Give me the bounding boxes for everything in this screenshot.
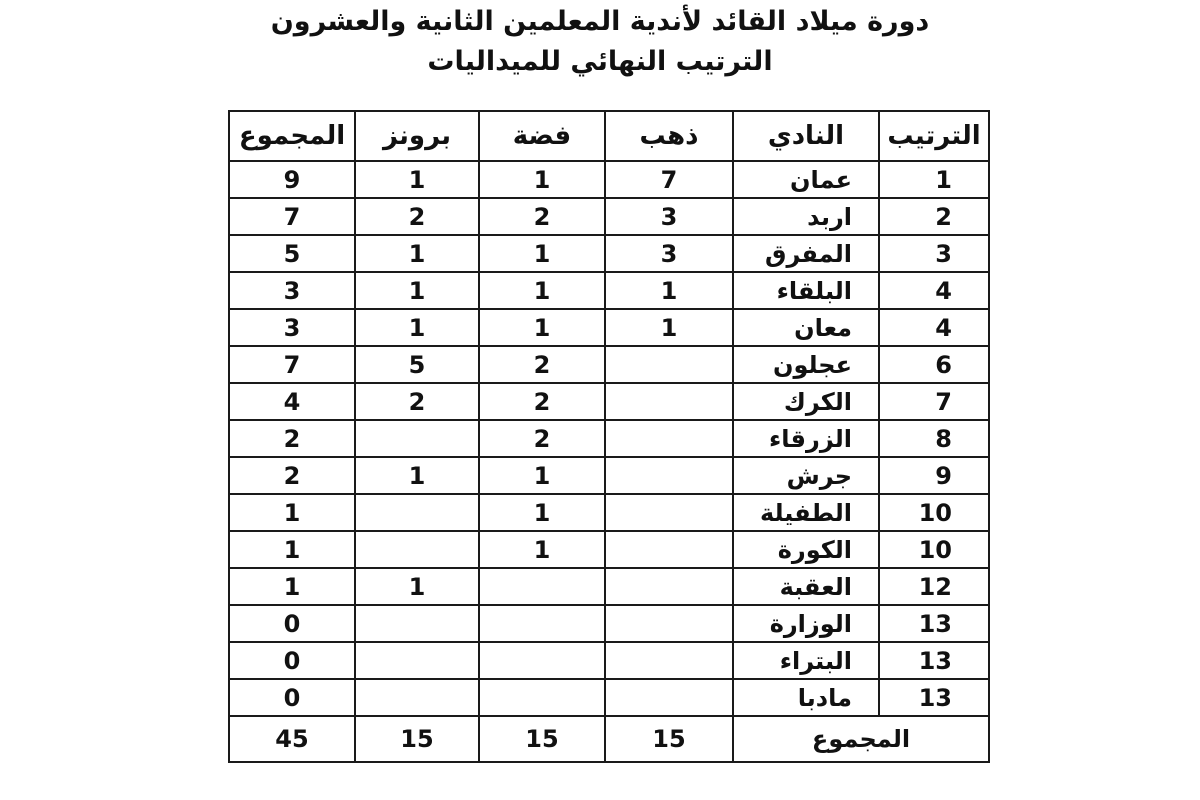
document-title: دورة ميلاد القائد لأندية المعلمين الثانية والعشرون (270, 6, 930, 37)
cell-gold: 1 (605, 272, 733, 309)
table-row (229, 679, 989, 716)
header-rank: الترتيب (879, 111, 989, 161)
cell-gold: 7 (605, 161, 733, 198)
cell-gold (605, 346, 733, 383)
cell-total: 2 (229, 457, 355, 494)
cell-total: 7 (229, 346, 355, 383)
table-row (229, 309, 989, 346)
cell-club: مادبا (733, 679, 879, 716)
cell-total: 1 (229, 531, 355, 568)
cell-total: 0 (229, 679, 355, 716)
cell-bronze: 1 (355, 235, 479, 272)
cell-bronze: 2 (355, 383, 479, 420)
header-bronze: برونز (355, 111, 479, 161)
cell-silver (479, 605, 605, 642)
cell-club: الطفيلة (733, 494, 879, 531)
header-silver: فضة (479, 111, 605, 161)
cell-rank: 1 (879, 161, 989, 198)
cell-silver: 1 (479, 272, 605, 309)
table-row (229, 457, 989, 494)
cell-club: عمان (733, 161, 879, 198)
totals-silver: 15 (479, 716, 605, 762)
cell-club: الكرك (733, 383, 879, 420)
table-row (229, 568, 989, 605)
cell-gold (605, 383, 733, 420)
cell-rank: 13 (879, 642, 989, 679)
cell-gold (605, 457, 733, 494)
medal-standings-table (228, 110, 990, 763)
cell-total: 2 (229, 420, 355, 457)
cell-silver: 1 (479, 531, 605, 568)
cell-bronze: 1 (355, 272, 479, 309)
cell-silver: 2 (479, 198, 605, 235)
cell-club: الكورة (733, 531, 879, 568)
table-row (229, 642, 989, 679)
cell-rank: 12 (879, 568, 989, 605)
cell-silver: 1 (479, 309, 605, 346)
cell-rank: 10 (879, 494, 989, 531)
table-row (229, 605, 989, 642)
cell-gold (605, 679, 733, 716)
cell-rank: 7 (879, 383, 989, 420)
cell-bronze (355, 679, 479, 716)
cell-club: جرش (733, 457, 879, 494)
cell-gold (605, 531, 733, 568)
header-total: المجموع (229, 111, 355, 161)
cell-club: عجلون (733, 346, 879, 383)
cell-rank: 13 (879, 605, 989, 642)
cell-bronze (355, 531, 479, 568)
cell-total: 1 (229, 568, 355, 605)
cell-rank: 4 (879, 272, 989, 309)
cell-club: الوزارة (733, 605, 879, 642)
cell-rank: 13 (879, 679, 989, 716)
cell-rank: 10 (879, 531, 989, 568)
cell-bronze: 5 (355, 346, 479, 383)
totals-gold: 15 (605, 716, 733, 762)
cell-silver (479, 568, 605, 605)
cell-bronze (355, 605, 479, 642)
cell-silver: 2 (479, 420, 605, 457)
table-row (229, 383, 989, 420)
totals-total: 45 (229, 716, 355, 762)
totals-bronze: 15 (355, 716, 479, 762)
document-subtitle: الترتيب النهائي للميداليات (427, 46, 773, 77)
cell-gold (605, 568, 733, 605)
header-row (229, 111, 989, 161)
cell-total: 5 (229, 235, 355, 272)
cell-bronze: 1 (355, 457, 479, 494)
cell-bronze (355, 642, 479, 679)
cell-club: البلقاء (733, 272, 879, 309)
cell-club: البتراء (733, 642, 879, 679)
cell-bronze: 1 (355, 568, 479, 605)
cell-rank: 4 (879, 309, 989, 346)
cell-total: 4 (229, 383, 355, 420)
cell-club: المفرق (733, 235, 879, 272)
cell-club: العقبة (733, 568, 879, 605)
cell-bronze (355, 420, 479, 457)
table-row (229, 494, 989, 531)
cell-gold: 3 (605, 235, 733, 272)
cell-gold (605, 642, 733, 679)
cell-rank: 3 (879, 235, 989, 272)
cell-rank: 8 (879, 420, 989, 457)
table-row (229, 531, 989, 568)
table-row (229, 420, 989, 457)
cell-rank: 2 (879, 198, 989, 235)
table-row (229, 346, 989, 383)
cell-bronze: 2 (355, 198, 479, 235)
cell-rank: 9 (879, 457, 989, 494)
cell-silver: 1 (479, 161, 605, 198)
table-row (229, 235, 989, 272)
cell-gold (605, 494, 733, 531)
table-row (229, 161, 989, 198)
cell-club: معان (733, 309, 879, 346)
cell-total: 3 (229, 272, 355, 309)
table-row (229, 272, 989, 309)
cell-total: 9 (229, 161, 355, 198)
totals-label: المجموع (733, 716, 989, 762)
cell-silver: 1 (479, 457, 605, 494)
cell-silver: 1 (479, 494, 605, 531)
cell-rank: 6 (879, 346, 989, 383)
cell-silver (479, 679, 605, 716)
cell-gold: 3 (605, 198, 733, 235)
cell-bronze (355, 494, 479, 531)
header-gold: ذهب (605, 111, 733, 161)
cell-total: 1 (229, 494, 355, 531)
cell-bronze: 1 (355, 161, 479, 198)
header-club: النادي (733, 111, 879, 161)
cell-gold (605, 605, 733, 642)
cell-total: 0 (229, 642, 355, 679)
cell-silver (479, 642, 605, 679)
cell-club: اربد (733, 198, 879, 235)
cell-gold: 1 (605, 309, 733, 346)
cell-total: 7 (229, 198, 355, 235)
cell-silver: 2 (479, 346, 605, 383)
cell-bronze: 1 (355, 309, 479, 346)
cell-silver: 2 (479, 383, 605, 420)
cell-club: الزرقاء (733, 420, 879, 457)
cell-total: 3 (229, 309, 355, 346)
table-row (229, 198, 989, 235)
cell-gold (605, 420, 733, 457)
cell-silver: 1 (479, 235, 605, 272)
cell-total: 0 (229, 605, 355, 642)
totals-row (229, 716, 989, 762)
